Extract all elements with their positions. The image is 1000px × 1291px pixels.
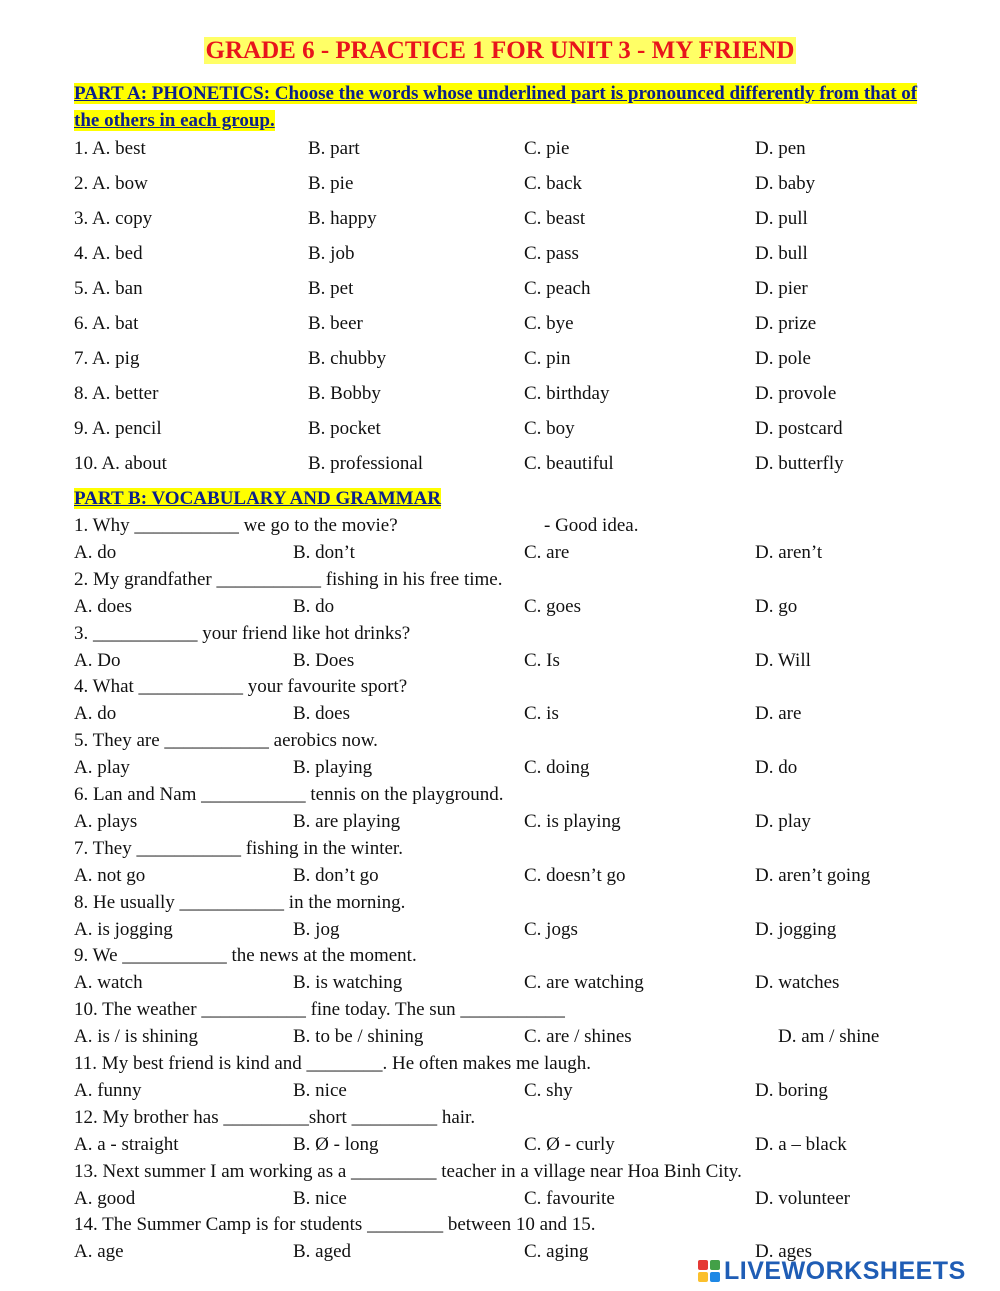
answer-option[interactable]: C. favourite — [524, 1188, 615, 1209]
answer-options — [0, 539, 1000, 566]
question-stem: 8. He usually ___________ in the morning. — [74, 892, 406, 913]
phonetics-option: C. pass — [524, 243, 579, 264]
answer-option[interactable]: A. do — [74, 703, 117, 724]
part-a-heading: PART A: PHONETICS: Choose the words whose underlined part is pronounced differently from that of the others in each group. — [74, 83, 918, 131]
phonetics-option: D. pier — [755, 278, 808, 299]
question-text — [0, 673, 1000, 700]
liveworksheets-logo — [698, 1256, 966, 1286]
phonetics-option: 7. A. pig — [74, 348, 140, 369]
logo-square — [698, 1272, 708, 1282]
phonetics-option: B. professional — [308, 453, 424, 474]
answer-option[interactable]: A. does — [74, 596, 133, 617]
phonetics-option: D. pen — [755, 138, 806, 159]
phonetics-option: 6. A. bat — [74, 313, 139, 334]
phonetics-option: B. happy — [308, 208, 377, 229]
question-stem: 9. We ___________ the news at the moment. — [74, 945, 417, 966]
answer-option[interactable]: A. do — [74, 542, 117, 563]
answer-option[interactable]: C. doing — [524, 757, 590, 778]
answer-option[interactable]: D. am / shine — [778, 1026, 880, 1047]
phonetics-option: B. pet — [308, 278, 354, 299]
answer-option[interactable]: A. good — [74, 1188, 136, 1209]
answer-option[interactable]: D. are — [755, 703, 802, 724]
phonetics-option: 10. A. about — [74, 453, 167, 474]
answer-options — [0, 1023, 1000, 1050]
answer-option[interactable]: D. watches — [755, 972, 840, 993]
answer-option[interactable]: C. Is — [524, 650, 560, 671]
answer-option[interactable]: B. nice — [293, 1080, 347, 1101]
answer-option[interactable]: A. age — [74, 1241, 124, 1262]
answer-option[interactable]: B. do — [293, 596, 335, 617]
phonetics-option: B. beer — [308, 313, 363, 334]
answer-options — [0, 969, 1000, 996]
question-text — [0, 1211, 1000, 1238]
phonetics-option: D. baby — [755, 173, 816, 194]
phonetics-option: 3. A. copy — [74, 208, 153, 229]
answer-option[interactable]: B. Ø - long — [293, 1134, 379, 1155]
phonetics-row — [0, 275, 1000, 302]
phonetics-option: C. beautiful — [524, 453, 614, 474]
answer-option[interactable]: B. to be / shining — [293, 1026, 424, 1047]
answer-option[interactable]: B. don’t — [293, 542, 355, 563]
phonetics-row — [0, 310, 1000, 337]
answer-option[interactable]: B. aged — [293, 1241, 352, 1262]
phonetics-option: D. prize — [755, 313, 817, 334]
page-title: GRADE 6 - PRACTICE 1 FOR UNIT 3 - MY FRIEND — [205, 37, 795, 64]
phonetics-row — [0, 450, 1000, 477]
phonetics-option: D. pole — [755, 348, 811, 369]
question-stem: 3. ___________ your friend like hot drinks? — [74, 623, 411, 644]
question-text — [0, 727, 1000, 754]
answer-options — [0, 754, 1000, 781]
answer-option[interactable]: B. playing — [293, 757, 373, 778]
answer-option[interactable]: C. shy — [524, 1080, 573, 1101]
answer-option[interactable]: A. not go — [74, 865, 146, 886]
answer-option[interactable]: D. play — [755, 811, 811, 832]
phonetics-option: 4. A. bed — [74, 243, 143, 264]
question-text — [0, 942, 1000, 969]
question-text — [0, 512, 1000, 539]
question-text — [0, 1158, 1000, 1185]
phonetics-option: 2. A. bow — [74, 173, 148, 194]
question-text — [0, 996, 1000, 1023]
answer-option[interactable]: C. are watching — [524, 972, 644, 993]
phonetics-option: C. pin — [524, 348, 571, 369]
phonetics-option: D. pull — [755, 208, 808, 229]
question-stem: 14. The Summer Camp is for students ________ between 10 and 15. — [74, 1214, 596, 1235]
answer-option[interactable]: A. is jogging — [74, 919, 173, 940]
question-text — [0, 781, 1000, 808]
answer-options — [0, 1077, 1000, 1104]
phonetics-option: B. Bobby — [308, 383, 381, 404]
answer-option[interactable]: C. aging — [524, 1241, 589, 1262]
phonetics-option: C. pie — [524, 138, 570, 159]
answer-options — [0, 593, 1000, 620]
question-text — [0, 889, 1000, 916]
answer-option[interactable]: D. ages — [755, 1241, 812, 1262]
answer-options — [0, 808, 1000, 835]
question-stem: 4. What ___________ your favourite sport? — [74, 676, 408, 697]
question-text — [0, 566, 1000, 593]
question-stem: 1. Why ___________ we go to the movie? — [74, 515, 398, 536]
phonetics-row — [0, 170, 1000, 197]
answer-option[interactable]: B. are playing — [293, 811, 401, 832]
phonetics-option: 8. A. better — [74, 383, 159, 404]
question-stem: 12. My brother has _________short _________ hair. — [74, 1107, 476, 1128]
question-stem: 13. Next summer I am working as a _________ teacher in a village near Hoa Binh City. — [74, 1161, 742, 1182]
question-stem: 5. They are ___________ aerobics now. — [74, 730, 378, 751]
phonetics-option: B. pocket — [308, 418, 381, 439]
logo-text: LIVEWORKSHEETS — [724, 1256, 966, 1285]
phonetics-option: C. bye — [524, 313, 574, 334]
question-text — [0, 620, 1000, 647]
phonetics-option: C. peach — [524, 278, 591, 299]
question-text — [0, 1050, 1000, 1077]
question-response: - Good idea. — [544, 515, 639, 536]
phonetics-option: D. butterfly — [755, 453, 844, 474]
answer-option[interactable]: C. are — [524, 542, 570, 563]
phonetics-option: 1. A. best — [74, 138, 146, 159]
question-stem: 11. My best friend is kind and ________. He often makes me laugh. — [74, 1053, 591, 1074]
answer-option[interactable]: D. go — [755, 596, 798, 617]
answer-option[interactable]: D. do — [755, 757, 798, 778]
answer-option[interactable]: A. a - straight — [74, 1134, 179, 1155]
answer-option[interactable]: B. nice — [293, 1188, 347, 1209]
answer-option[interactable]: A. is / is shining — [74, 1026, 199, 1047]
phonetics-option: B. chubby — [308, 348, 387, 369]
phonetics-option: 9. A. pencil — [74, 418, 162, 439]
answer-option[interactable]: C. goes — [524, 596, 581, 617]
question-text — [0, 835, 1000, 862]
answer-option[interactable]: C. is playing — [524, 811, 621, 832]
phonetics-row — [0, 240, 1000, 267]
answer-option[interactable]: D. aren’t going — [755, 865, 871, 886]
logo-square — [710, 1272, 720, 1282]
answer-option[interactable]: C. jogs — [524, 919, 578, 940]
answer-option[interactable]: D. volunteer — [755, 1188, 850, 1209]
phonetics-option: D. provole — [755, 383, 837, 404]
answer-option[interactable]: B. jog — [293, 919, 340, 940]
phonetics-option: B. pie — [308, 173, 354, 194]
answer-options — [0, 700, 1000, 727]
phonetics-option: C. beast — [524, 208, 586, 229]
answer-option[interactable]: D. jogging — [755, 919, 837, 940]
answer-option[interactable]: C. Ø - curly — [524, 1134, 615, 1155]
answer-option[interactable]: A. Do — [74, 650, 121, 671]
phonetics-row — [0, 345, 1000, 372]
answer-options — [0, 1131, 1000, 1158]
answer-option[interactable]: D. Will — [755, 650, 811, 671]
answer-option[interactable]: D. boring — [755, 1080, 828, 1101]
answer-option[interactable]: C. is — [524, 703, 559, 724]
question-stem: 10. The weather ___________ fine today. The sun ___________ — [74, 999, 565, 1020]
answer-option[interactable]: B. does — [293, 703, 350, 724]
part-b-heading: PART B: VOCABULARY AND GRAMMAR — [74, 488, 442, 509]
answer-options — [0, 862, 1000, 889]
answer-option[interactable]: C. are / shines — [524, 1026, 632, 1047]
phonetics-option: B. part — [308, 138, 360, 159]
answer-option[interactable]: A. funny — [74, 1080, 142, 1101]
answer-option[interactable]: A. watch — [74, 972, 143, 993]
question-text — [0, 1104, 1000, 1131]
answer-option[interactable]: B. is watching — [293, 972, 403, 993]
answer-option[interactable]: D. aren’t — [755, 542, 823, 563]
phonetics-row — [0, 380, 1000, 407]
answer-option[interactable]: D. a – black — [755, 1134, 847, 1155]
logo-icon — [698, 1260, 720, 1282]
phonetics-option: C. boy — [524, 418, 575, 439]
answer-option[interactable]: C. doesn’t go — [524, 865, 626, 886]
logo-square — [710, 1260, 720, 1270]
phonetics-option: C. back — [524, 173, 583, 194]
answer-option[interactable]: A. plays — [74, 811, 138, 832]
answer-options — [0, 1185, 1000, 1212]
question-stem: 2. My grandfather ___________ fishing in his free time. — [74, 569, 503, 590]
phonetics-option: B. job — [308, 243, 355, 264]
question-stem: 6. Lan and Nam ___________ tennis on the playground. — [74, 784, 504, 805]
phonetics-option: D. postcard — [755, 418, 843, 439]
phonetics-row — [0, 415, 1000, 442]
phonetics-row — [0, 205, 1000, 232]
answer-option[interactable]: B. Does — [293, 650, 355, 671]
phonetics-option: C. birthday — [524, 383, 610, 404]
answer-option[interactable]: B. don’t go — [293, 865, 379, 886]
logo-square — [698, 1260, 708, 1270]
phonetics-row — [0, 135, 1000, 162]
answer-option[interactable]: A. play — [74, 757, 130, 778]
answer-options — [0, 647, 1000, 674]
question-stem: 7. They ___________ fishing in the winter. — [74, 838, 403, 859]
answer-options — [0, 916, 1000, 943]
phonetics-option: D. bull — [755, 243, 808, 264]
phonetics-option: 5. A. ban — [74, 278, 143, 299]
